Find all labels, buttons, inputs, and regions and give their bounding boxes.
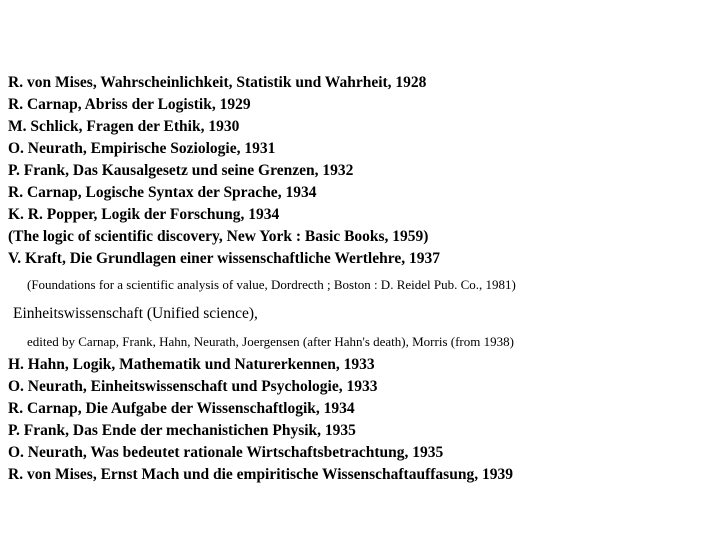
list-item: (The logic of scientific discovery, New York : Basic Books, 1959) xyxy=(8,228,429,245)
list-item: O. Neurath, Was bedeutet rationale Wirtschaftsbetrachtung, 1935 xyxy=(8,444,444,461)
list-item: H. Hahn, Logik, Mathematik und Naturerkennen, 1933 xyxy=(8,356,375,373)
list-item: R. von Mises, Ernst Mach und die empiritische Wissenschaftauffasung, 1939 xyxy=(8,466,513,483)
list-item: O. Neurath, Empirische Soziologie, 1931 xyxy=(8,140,276,157)
list-item: P. Frank, Das Kausalgesetz und seine Grenzen, 1932 xyxy=(8,162,354,179)
list-item: R. Carnap, Die Aufgabe der Wissenschaftlogik, 1934 xyxy=(8,400,355,417)
list-item: K. R. Popper, Logik der Forschung, 1934 xyxy=(8,206,280,223)
list-item: P. Frank, Das Ende der mechanistichen Physik, 1935 xyxy=(8,422,356,439)
list-item: R. Carnap, Logische Syntax der Sprache, 1934 xyxy=(8,184,317,201)
list-item: M. Schlick, Fragen der Ethik, 1930 xyxy=(8,118,240,135)
list-item: R. von Mises, Wahrscheinlichkeit, Statistik und Wahrheit, 1928 xyxy=(8,74,427,91)
list-item: R. Carnap, Abriss der Logistik, 1929 xyxy=(8,96,251,113)
list-item: V. Kraft, Die Grundlagen einer wissenschaftliche Wertlehre, 1937 xyxy=(8,250,440,267)
list-item: O. Neurath, Einheitswissenschaft und Psychologie, 1933 xyxy=(8,378,378,395)
kraft-translation-note: (Foundations for a scientific analysis of value, Dordrecth ; Boston : D. Reidel Pub. Co., 1981) xyxy=(27,277,516,292)
series-2-title: Einheitswissenschaft (Unified science), xyxy=(13,305,258,322)
series-2-editors: edited by Carnap, Frank, Hahn, Neurath, Joergensen (after Hahn's death), Morris (from 1938) xyxy=(27,334,514,349)
